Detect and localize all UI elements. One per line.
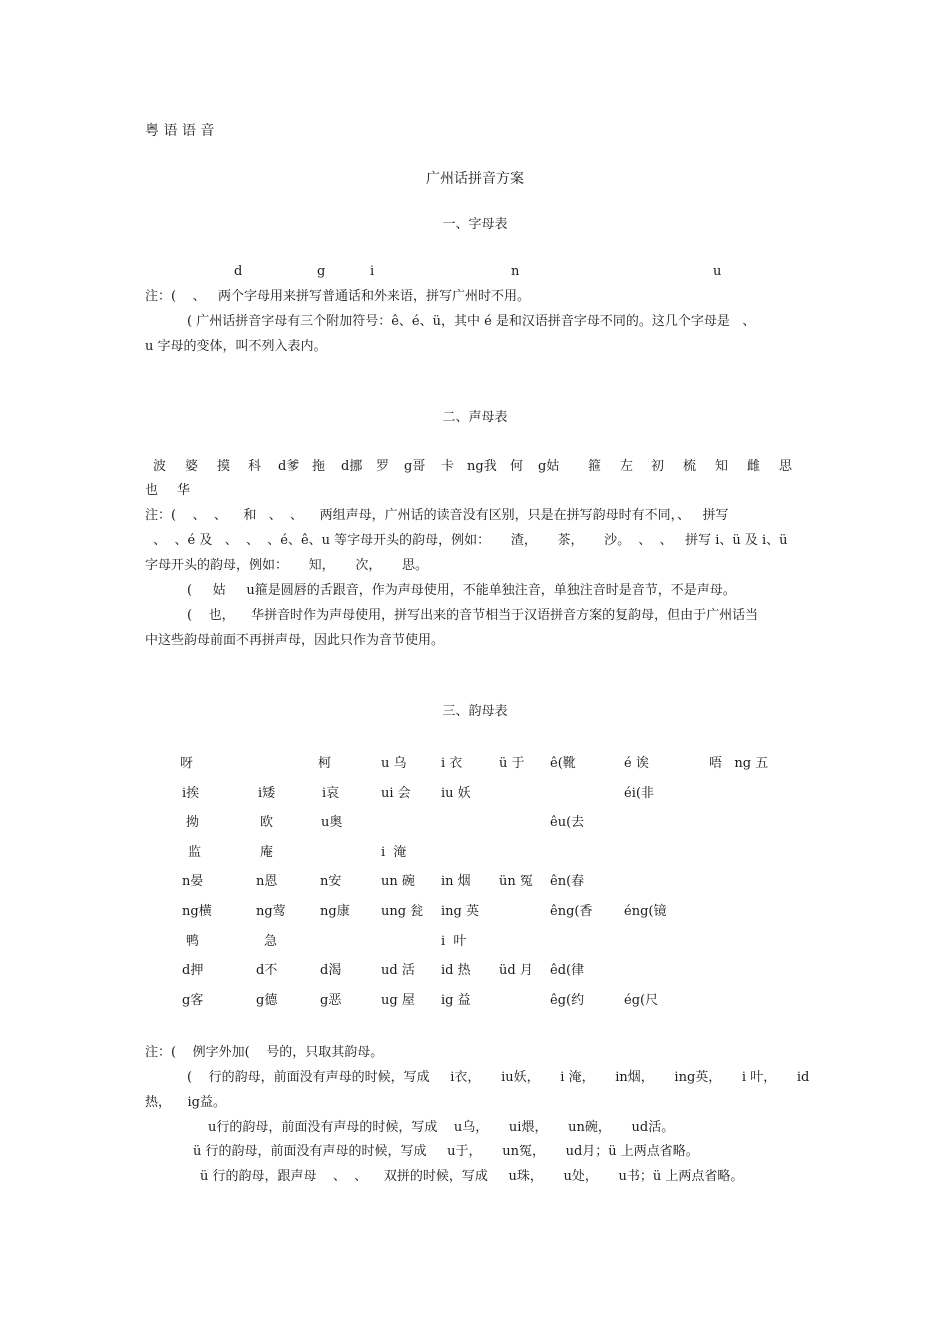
final-cell: êng(香 — [550, 904, 593, 919]
initial: g姑 — [538, 459, 560, 474]
letter: g — [317, 264, 326, 279]
note-line: 注：( 、 两个字母用来拼写普通话和外来语，拼写广州时不用。 — [145, 289, 530, 304]
final-cell: d不 — [256, 963, 278, 978]
final-cell: ud 活 — [381, 963, 415, 978]
initial: d爹 — [278, 459, 300, 474]
final-cell: êd(律 — [550, 963, 585, 978]
final-cell: 庵 — [260, 845, 274, 860]
final-cell: id 热 — [441, 963, 471, 978]
final-cell: d渴 — [320, 963, 342, 978]
final-cell: ung 瓮 — [381, 904, 424, 919]
initial: 卡 — [441, 459, 455, 474]
note-line: ( 行的韵母，前面没有声母的时候，写成 i衣， iu妖， i 淹， in烟， ing英， i 叶， id — [187, 1070, 810, 1085]
initial: 科 — [248, 459, 262, 474]
note-line: ( 广州话拼音字母有三个附加符号：ê、é、ü，其中 é 是和汉语拼音字母不同的。这几个字母是 、 — [187, 314, 756, 329]
note-line: ( 姑 u箍是圆唇的舌跟音，作为声母使用，不能单独注音，单独注音时是音节，不是声母。 — [187, 583, 736, 598]
initial: 也 — [145, 483, 159, 498]
final-cell: ên(春 — [550, 874, 585, 889]
final-cell: u 乌 — [381, 756, 407, 771]
final-cell: é 诶 — [624, 756, 649, 771]
initial: 左 — [620, 459, 634, 474]
initial: 何 — [510, 459, 524, 474]
initial: 知 — [715, 459, 729, 474]
final-cell: ug 屋 — [381, 993, 415, 1008]
final-cell: ng康 — [320, 904, 350, 919]
letter: n — [511, 264, 520, 279]
note-line: 热， ig益。 — [145, 1095, 227, 1110]
final-cell: u奥 — [321, 815, 343, 830]
initial: d挪 — [341, 459, 363, 474]
final-cell: n恩 — [256, 874, 278, 889]
final-cell: 鸭 — [186, 934, 200, 949]
final-cell: g恶 — [320, 993, 342, 1008]
document-title: 粤 语 语 音 — [145, 123, 215, 139]
letter: u — [713, 264, 722, 279]
final-cell: ui 会 — [381, 786, 411, 801]
note-line: 中这些韵母前面不再拼声母，因此只作为音节使用。 — [145, 633, 445, 648]
letter: d — [234, 264, 243, 279]
final-cell: ing 英 — [441, 904, 479, 919]
final-cell: ün 冤 — [499, 874, 533, 889]
final-cell: 监 — [188, 845, 202, 860]
final-cell: 欧 — [260, 815, 274, 830]
note-line: ü 行的韵母，前面没有声母的时候，写成 u于， un冤， ud月；ü 上两点省略。 — [193, 1144, 699, 1159]
final-cell: êg(约 — [550, 993, 585, 1008]
final-cell: i哀 — [322, 786, 340, 801]
final-cell: ê(靴 — [550, 756, 576, 771]
final-cell: 柯 — [318, 756, 332, 771]
final-cell: éi(非 — [624, 786, 654, 801]
note-line: 字母开头的韵母，例如： 知， 次， 思。 — [145, 558, 428, 573]
initial: 箍 — [588, 459, 602, 474]
final-cell: ü 于 — [499, 756, 525, 771]
final-cell: i 衣 — [441, 756, 463, 771]
final-cell: êu(去 — [550, 815, 585, 830]
initial: 雌 — [747, 459, 761, 474]
final-cell: éng(镜 — [624, 904, 667, 919]
initial: 婆 — [185, 459, 199, 474]
final-cell: üd 月 — [499, 963, 533, 978]
final-cell: ég(尺 — [624, 993, 659, 1008]
final-cell: 呀 — [180, 756, 194, 771]
initial: 思 — [779, 459, 793, 474]
section-heading-initials: 二、声母表 — [442, 410, 508, 425]
note-line: 注：( 例字外加( 号的，只取其韵母。 — [145, 1045, 384, 1060]
final-cell: i 叶 — [441, 934, 467, 949]
initial: g哥 — [404, 459, 426, 474]
initial: 摸 — [217, 459, 231, 474]
initial: 拖 — [312, 459, 326, 474]
final-cell: un 碗 — [381, 874, 415, 889]
final-cell: i矮 — [258, 786, 276, 801]
section-heading-alphabet: 一、字母表 — [442, 217, 508, 232]
final-cell: n晏 — [182, 874, 204, 889]
initial: 华 — [177, 483, 191, 498]
note-line: ( 也， 华拼音时作为声母使用，拼写出来的音节相当于汉语拼音方案的复韵母，但由于广州话当 — [187, 608, 759, 623]
final-cell: i 淹 — [381, 845, 407, 860]
note-line: ü 行的韵母，跟声母 、 、 双拼的时候，写成 u珠， u处， u书；ü 上两点省略。 — [200, 1169, 744, 1184]
initial: 梳 — [683, 459, 697, 474]
initial: 罗 — [376, 459, 390, 474]
final-cell: n安 — [320, 874, 342, 889]
initial: 初 — [651, 459, 665, 474]
final-cell: ng莺 — [256, 904, 286, 919]
note-line: u行的韵母，前面没有声母的时候，写成 u乌， ui煨， un碗， ud活。 — [208, 1120, 675, 1135]
letter: i — [370, 264, 375, 279]
final-cell: g德 — [256, 993, 278, 1008]
note-line: 、 、é 及 、 、 、é、ê、u 等字母开头的韵母，例如： 渣， 茶， 沙。 、 、 拼写 i、ü 及 i、ü — [145, 533, 788, 548]
final-cell: g客 — [182, 993, 204, 1008]
section-heading-finals: 三、韵母表 — [442, 704, 508, 719]
final-cell: ig 益 — [441, 993, 471, 1008]
initial: 波 — [153, 459, 167, 474]
final-cell: i挨 — [182, 786, 200, 801]
final-cell: 唔 ng 五 — [709, 756, 769, 771]
final-cell: ng横 — [182, 904, 212, 919]
final-cell: d押 — [182, 963, 204, 978]
initial: ng我 — [467, 459, 497, 474]
main-title: 广州话拼音方案 — [426, 171, 524, 187]
final-cell: iu 妖 — [441, 786, 471, 801]
final-cell: 急 — [264, 934, 278, 949]
final-cell: 拗 — [186, 815, 200, 830]
final-cell: in 烟 — [441, 874, 471, 889]
note-line: u 字母的变体，叫不列入表内。 — [145, 339, 327, 354]
note-line: 注：( 、 、 和 、 、 两组声母，广州话的读音没有区别，只是在拼写韵母时有不同，、 拼写 — [145, 508, 729, 523]
